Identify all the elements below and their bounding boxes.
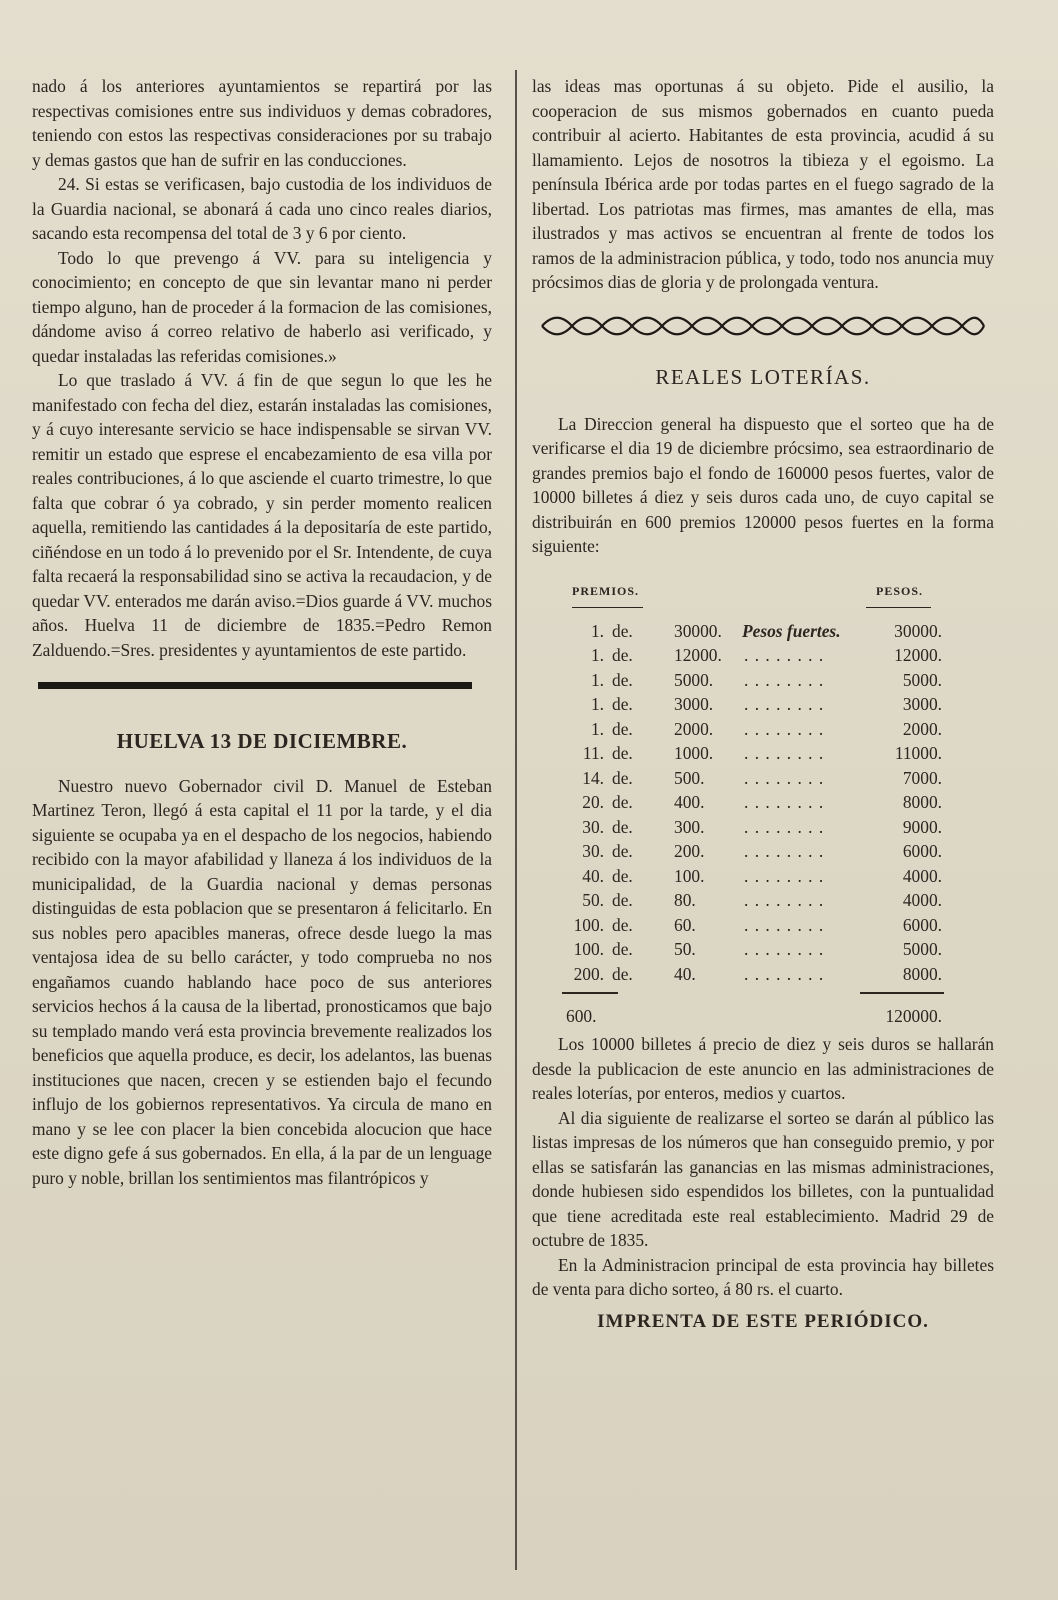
- prize-row: [532, 839, 994, 864]
- prize-amount: 50.: [674, 939, 696, 959]
- prize-amount: 5000.: [674, 669, 714, 690]
- prize-table-header: [532, 577, 994, 605]
- prize-total: 11000.: [894, 743, 942, 763]
- prize-leader-dots: . . . . . . . .: [744, 914, 825, 935]
- prize-total: 5000.: [902, 939, 942, 959]
- prize-de: de.: [612, 718, 633, 739]
- prize-count: 40.: [582, 865, 604, 886]
- prize-amount: 1000.: [674, 743, 714, 763]
- prize-row: [532, 717, 994, 742]
- prize-amount: 300.: [674, 816, 705, 837]
- paragraph-continuation-right: las ideas mas oportunas á su objeto. Pide el ausilio, la cooperacion de sus mismos gobernados en cuanto pueda contribuir al acierto. Habitantes de esta provincia, acudid á su llamamiento. Lejos de nosotros la tibieza y el egoismo. La península Ibérica arde por todas partes en el fuego sagrado de la libertad. Los patriotas mas firmes, mas amantes de ella, mas ilustrados y mas activos se encuentran al frente de todos los ramos de la administracion pública, y todo, todo nos anuncia muy prócsimos dias de gloria y de prolongada ventura.: [532, 76, 994, 292]
- left-column: [32, 74, 492, 1190]
- prize-total: 12000.: [894, 645, 942, 665]
- prize-total: 6000.: [902, 841, 942, 861]
- paragraph-governor: Nuestro nuevo Gobernador civil D. Manuel de Esteban Martinez Teron, llegó á esta capital el 11 por la tarde, y el dia siguiente se ocupaba ya en el despacho de los negocios, habiendo recibido con la mayor afabilidad y llaneza á los individuos de la municipalidad, de la Guardia nacional y demas personas distinguidas de esta poblacion que se presentaron á felicitarlo. En sus nobles pero apacibles maneras, ofrece desde luego la mas ventajosa idea de su bello carácter, y todo comprueba no nos engañamos cuando hablando hace poco de sus anteriores servicios hechos á la causa de la libertad, pronosticamos que bajo su templado mando verá esta provincia brevemente realizados los beneficios que aquella produce, es decir, los adelantos, las buenas instituciones que nacen, crecen y se estienden bajo el fecundo influjo de los gobiernos representativos. Ya circula de mano en mano y se lee con placer la bien concebida alocucion que hace este digno gefe á sus gobernados. En ella, á la par de un lenguage puro y noble, brillan los sentimientos mas filantrópicos y: [32, 775, 492, 1188]
- prize-total: 6000.: [902, 914, 942, 935]
- prize-leader-dots: . . . . . . . .: [744, 669, 825, 690]
- prize-total: 4000.: [902, 890, 942, 910]
- prize-amount: 400.: [674, 792, 705, 812]
- prize-leader-dots: . . . . . . . .: [744, 816, 825, 837]
- prize-total: 8000.: [902, 792, 942, 812]
- prize-amount: 60.: [674, 914, 696, 935]
- right-column: [532, 74, 994, 1334]
- prize-row: [532, 864, 994, 889]
- prize-row: [532, 790, 994, 815]
- prize-row: [532, 668, 994, 693]
- paragraph-continuation: nado á los anteriores ayuntamientos se repartirá por las respectivas comisiones entre sus individuos y demas cobradores, teniendo con estos las respectivas consideraciones por su trabajo y demas gastos que han de sufrir en las conducciones.: [32, 76, 492, 170]
- prize-amount: 2000.: [674, 718, 714, 739]
- prize-amount: 100.: [674, 865, 705, 886]
- imprint: IMPRENTA DE ESTE PERIÓDICO.: [597, 1310, 929, 1332]
- prize-row: [532, 619, 994, 644]
- prize-amount: 500.: [674, 767, 705, 788]
- prize-amount: 12000.: [674, 645, 722, 665]
- total-count: 600.: [566, 1006, 597, 1026]
- prize-leader-dots: . . . . . . . .: [744, 865, 825, 886]
- huelva-heading: HUELVA 13 DE DICIEMBRE.: [116, 729, 408, 753]
- prize-total: 8000.: [902, 963, 942, 984]
- prize-leader-dots: . . . . . . . .: [744, 645, 825, 665]
- prize-total: 2000.: [902, 718, 942, 739]
- prize-count: 1.: [590, 669, 604, 690]
- prize-leader-dots: . . . . . . . .: [744, 890, 825, 910]
- prize-de: de.: [612, 792, 633, 812]
- header-pesos: PESOS.: [866, 579, 931, 609]
- total-amount: 120000.: [885, 1006, 942, 1026]
- prize-total: 7000.: [902, 767, 942, 788]
- prize-count: 20.: [582, 792, 604, 812]
- prize-de: de.: [612, 645, 633, 665]
- header-premios: PREMIOS.: [572, 579, 643, 609]
- prize-leader-dots: . . . . . . . .: [744, 841, 825, 861]
- prize-total: 30000.: [894, 620, 942, 641]
- paragraph-prevengo: Todo lo que prevengo á VV. para su inteligencia y conocimiento; en concepto de que sin levantar mano ni perder tiempo alguno, han de proceder á la formacion de las comisiones, dándome aviso á correo relativo de haberlo asi verificado, y quedar instaladas las referidas comisiones.»: [32, 247, 492, 366]
- prize-count: 30.: [582, 841, 604, 861]
- prize-de: de.: [612, 865, 633, 886]
- prize-de: de.: [612, 743, 633, 763]
- prize-row: [532, 937, 994, 962]
- prize-count: 14.: [582, 767, 604, 788]
- prize-total-row: [532, 1004, 994, 1032]
- prize-count: 1.: [590, 694, 604, 714]
- prize-leader-dots: . . . . . . . .: [744, 743, 825, 763]
- prize-amount: 200.: [674, 841, 705, 861]
- prize-leader-dots: . . . . . . . .: [744, 767, 825, 788]
- paragraph-sorteo: Al dia siguiente de realizarse el sorteo se darán al público las listas impresas de los números que han conseguido premio, y por ellas se satisfarán las ganancias en las mismas administraciones, donde hubiesen sido espendidos los billetes, con la puntualidad que tiene acreditada este real establecimiento. Madrid 29 de octubre de 1835.: [532, 1107, 994, 1250]
- prize-row: [532, 692, 994, 717]
- prize-total: 4000.: [902, 865, 942, 886]
- prize-row: [532, 766, 994, 791]
- prize-leader-dots: . . . . . . . .: [744, 963, 825, 984]
- paragraph-traslado: Lo que traslado á VV. á fin de que segun lo que les he manifestado con fecha del diez, estarán instaladas las comisiones, y á cuyo interesante servicio se hace indispensable se sirvan VV. remitir un estado que esprese el encabezamiento de esa villa por reales contribuciones, á lo que asciende el cuarto trimestre, lo que falta que cobrar ó ya cobrado, y sin perder momento realicen aquella, remitiendo las cantidades á la depositaría de este partido, ciñéndose en un todo á lo prevenido por el Sr. Intendente, de cuya falta recaerá la responsabilidad sino se activa la recaudacion, y de quedar VV. enterados me darán aviso.=Dios guarde á VV. muchos años. Huelva 11 de diciembre de 1835.=Pedro Remon Zalduendo.=Sres. presidentes y ayuntamientos de este partido.: [32, 370, 492, 660]
- prize-count: 200.: [573, 963, 604, 984]
- prize-count: 11.: [582, 743, 604, 763]
- prize-count: 1.: [590, 620, 604, 641]
- prize-count: 30.: [582, 816, 604, 837]
- prize-amount: 80.: [674, 890, 696, 910]
- prize-row: [532, 888, 994, 913]
- prize-table: [532, 619, 994, 987]
- prize-count: 1.: [590, 645, 604, 665]
- prize-de: de.: [612, 620, 633, 641]
- prize-leader-dots: . . . . . . . .: [744, 694, 825, 714]
- prize-total: 9000.: [902, 816, 942, 837]
- prize-de: de.: [612, 694, 633, 714]
- prize-de: de.: [612, 841, 633, 861]
- paragraph-lottery-intro: La Direccion general ha dispuesto que el sorteo que ha de verificarse el dia 19 de diciembre prócsimo, sea estraordinario de grandes premios bajo el fondo de 160000 pesos fuertes, valor de 10000 billetes á diez y seis duros cada uno, de cuyo capital se distribuirán en 600 premios 120000 pesos fuertes en la forma siguiente:: [532, 413, 994, 556]
- prize-amount: 3000.: [674, 694, 714, 714]
- prize-leader-dots: . . . . . . . .: [744, 718, 825, 739]
- paragraph-article-24: 24. Si estas se verificasen, bajo custodia de los individuos de la Guardia nacional, se abonará á cada uno cinco reales diarios, sacando esta recompensa del total de 3 y 6 por ciento.: [32, 174, 492, 243]
- prize-de: de.: [612, 914, 633, 935]
- prize-row: [532, 962, 994, 987]
- prize-row: [532, 741, 994, 766]
- ornamental-divider: [538, 313, 988, 339]
- total-rule: [532, 990, 994, 998]
- column-divider: [515, 70, 517, 1570]
- prize-count: 100.: [573, 939, 604, 959]
- prize-count: 100.: [573, 914, 604, 935]
- prize-amount: 40.: [674, 963, 696, 984]
- prize-count: 50.: [582, 890, 604, 910]
- prize-leader-dots: . . . . . . . .: [744, 939, 825, 959]
- prize-de: de.: [612, 816, 633, 837]
- prize-de: de.: [612, 669, 633, 690]
- prize-de: de.: [612, 767, 633, 788]
- prize-de: de.: [612, 939, 633, 959]
- prize-count: 1.: [590, 718, 604, 739]
- prize-total: 3000.: [902, 694, 942, 714]
- prize-row: [532, 913, 994, 938]
- prize-leader-dots: . . . . . . . .: [744, 792, 825, 812]
- prize-amount: 30000.: [674, 620, 722, 641]
- prize-de: de.: [612, 890, 633, 910]
- prize-total: 5000.: [902, 669, 942, 690]
- prize-row: [532, 643, 994, 668]
- paragraph-administracion: En la Administracion principal de esta provincia hay billetes de venta para dicho sorteo, á 80 rs. el cuarto.: [532, 1254, 994, 1299]
- paragraph-billetes: Los 10000 billetes á precio de diez y seis duros se hallarán desde la publicacion de este anuncio en las administraciones de reales loterías, por enteros, medios y cuartos.: [532, 1034, 994, 1103]
- prize-label: Pesos fuertes.: [742, 620, 841, 641]
- section-rule: [38, 682, 472, 689]
- prize-row: [532, 815, 994, 840]
- loterias-heading: REALES LOTERÍAS.: [655, 365, 871, 389]
- prize-de: de.: [612, 963, 633, 984]
